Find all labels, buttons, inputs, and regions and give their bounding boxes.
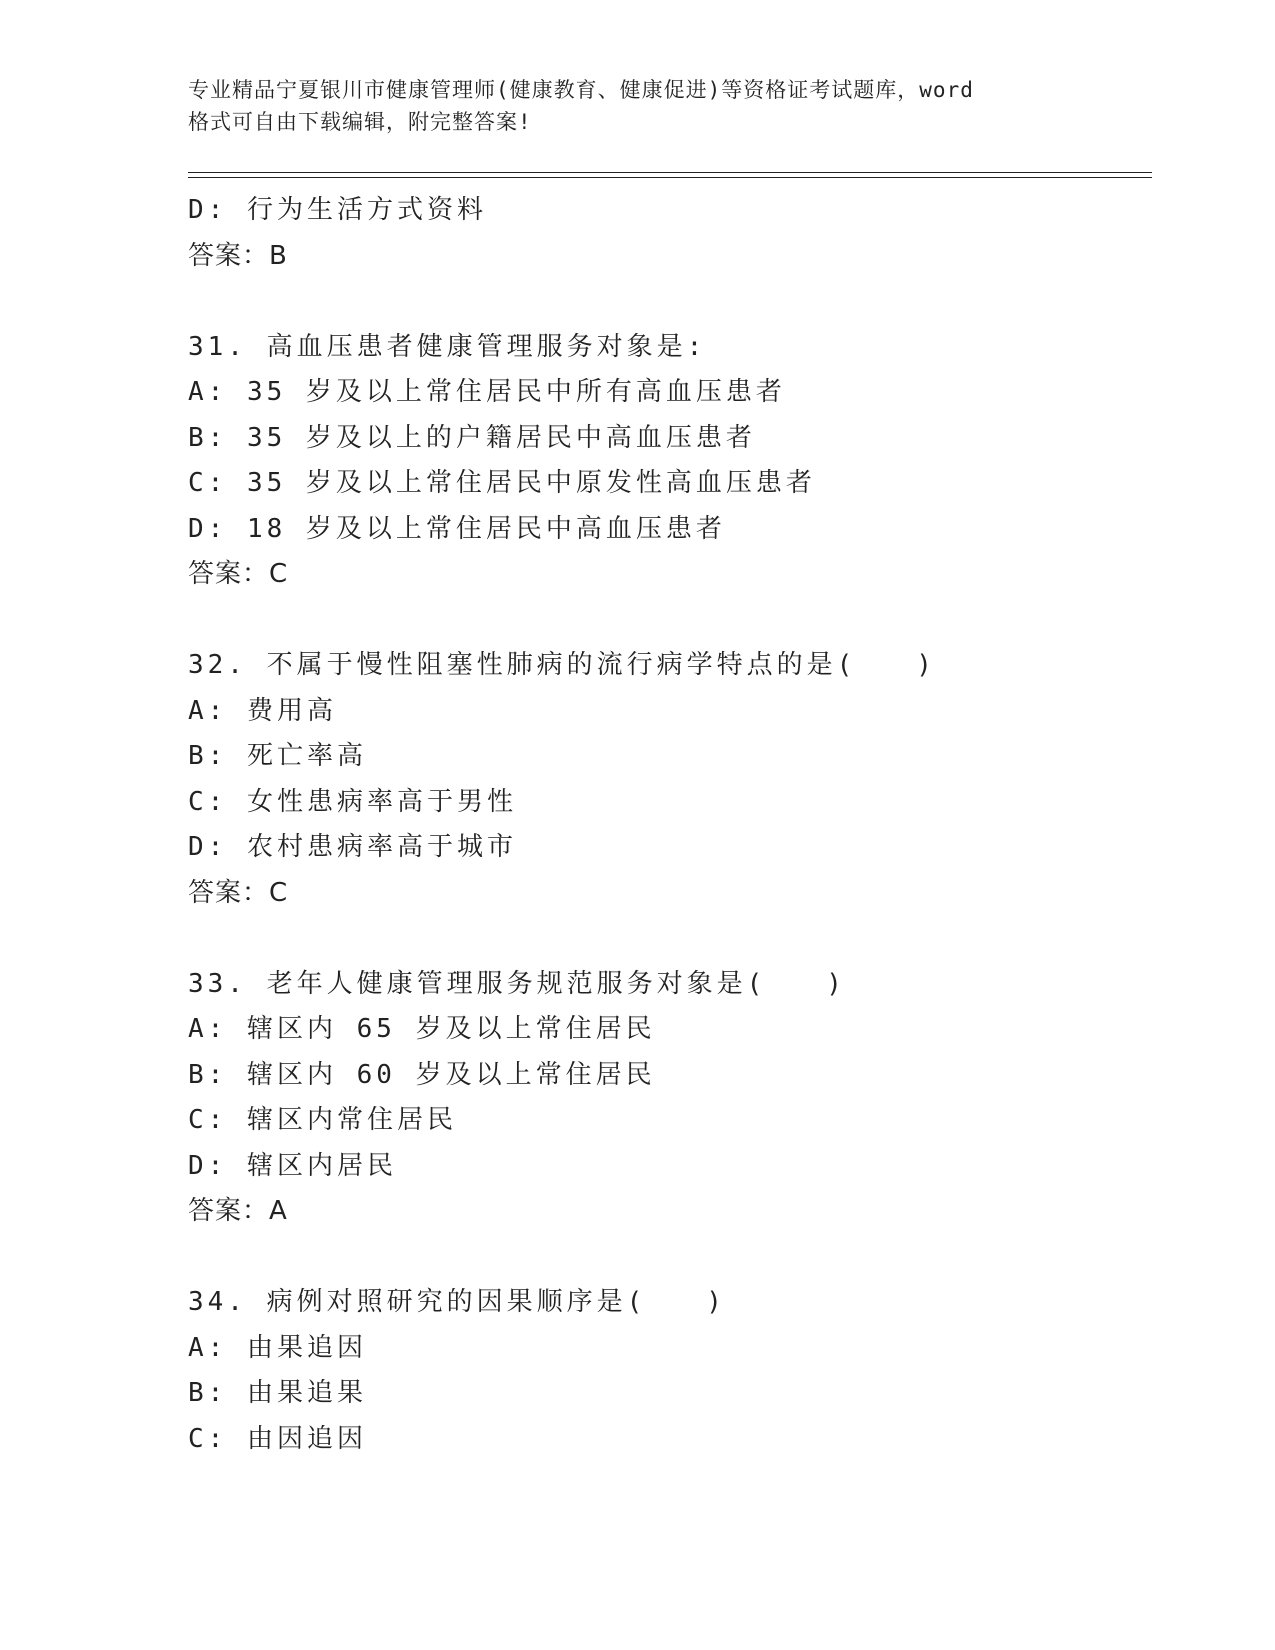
- question-33: [188, 962, 1148, 1235]
- answer: 答案：C: [188, 877, 289, 908]
- option-b: B: 辖区内 60 岁及以上常住居民: [188, 1059, 656, 1090]
- header-line-1: 专业精品宁夏银川市健康管理师(健康教育、健康促进)等资格证考试题库，word: [188, 78, 974, 102]
- question-32: [188, 643, 1148, 916]
- question-stem: 31. 高血压患者健康管理服务对象是:: [188, 331, 707, 362]
- option-a: A: 由果追因: [188, 1332, 367, 1363]
- option-a: A: 费用高: [188, 695, 337, 726]
- option-d: D: 农村患病率高于城市: [188, 832, 517, 862]
- option-d: D: 18 岁及以上常住居民中高血压患者: [188, 513, 726, 544]
- option-b: B: 35 岁及以上的户籍居民中高血压患者: [188, 422, 756, 453]
- document-header: [188, 74, 1068, 138]
- option-a: A: 35 岁及以上常住居民中所有高血压患者: [188, 377, 786, 407]
- question-stem: 33. 老年人健康管理服务规范服务对象是( ): [188, 968, 846, 999]
- option-d: D: 辖区内居民: [188, 1150, 397, 1181]
- answer: 答案：C: [188, 559, 289, 589]
- option-c: C: 35 岁及以上常住居民中原发性高血压患者: [188, 468, 816, 498]
- question-stem: 32. 不属于慢性阻塞性肺病的流行病学特点的是( ): [188, 650, 936, 680]
- option-c: C: 由因追因: [188, 1423, 367, 1454]
- option-b: B: 死亡率高: [188, 741, 367, 771]
- header-line-2: 格式可自由下载编辑，附完整答案!: [188, 110, 532, 134]
- header-rule-top: [188, 172, 1152, 173]
- option-c: C: 女性患病率高于男性: [188, 786, 517, 817]
- question-stem: 34. 病例对照研究的因果顺序是( ): [188, 1287, 726, 1317]
- option-c: C: 辖区内常住居民: [188, 1105, 457, 1135]
- header-rule-bottom: [188, 177, 1152, 178]
- question-list: [188, 188, 1148, 1462]
- question-34: [188, 1280, 1148, 1462]
- prev-answer: 答案：B: [188, 240, 288, 271]
- answer: 答案：A: [188, 1196, 288, 1226]
- question-31: [188, 325, 1148, 598]
- option-b: B: 由果追果: [188, 1378, 367, 1408]
- option-a: A: 辖区内 65 岁及以上常住居民: [188, 1014, 656, 1044]
- prev-option-d: D: 行为生活方式资料: [188, 195, 487, 225]
